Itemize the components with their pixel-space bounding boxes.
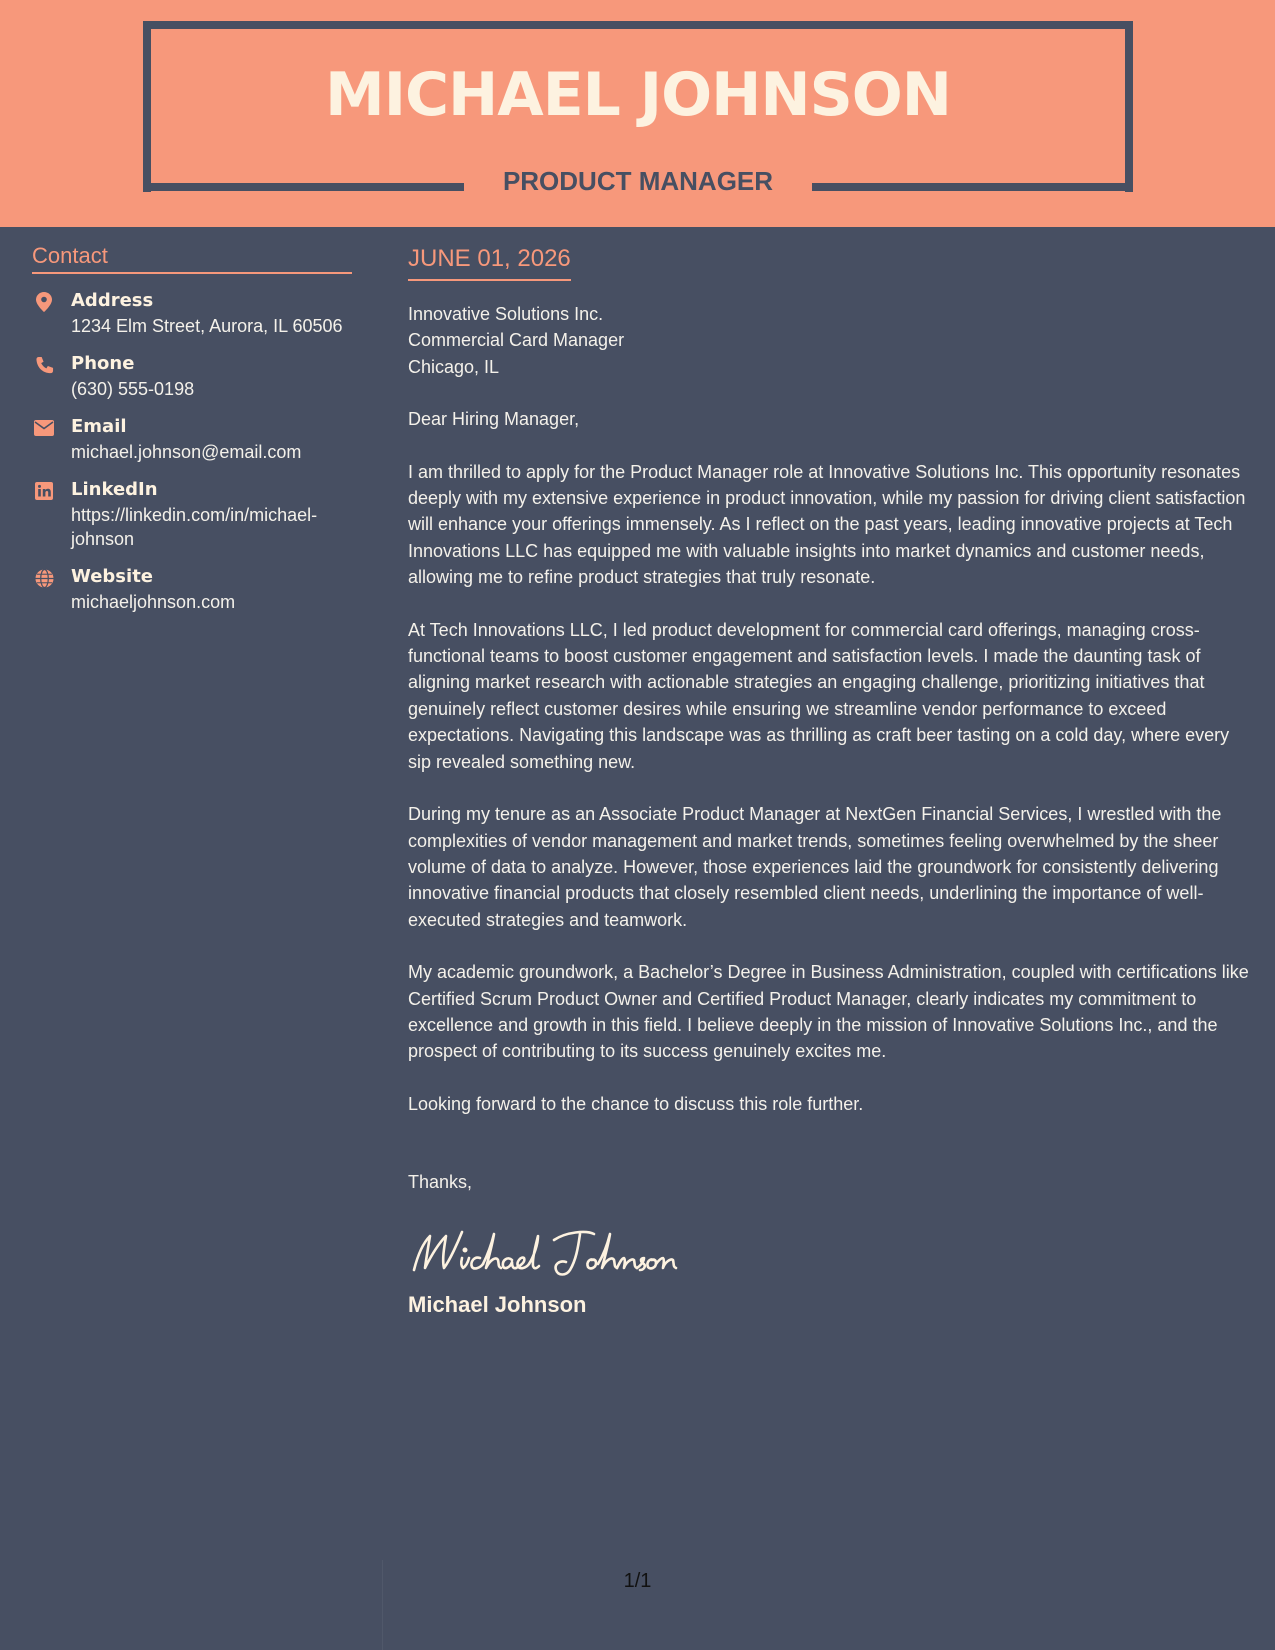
map-pin-icon	[34, 292, 54, 312]
recipient-title: Commercial Card Manager	[408, 330, 625, 351]
phone-icon	[34, 355, 54, 375]
contact-sidebar	[32, 243, 352, 627]
contact-item-linkedin	[32, 477, 352, 551]
page-number: 1/1	[623, 1570, 652, 1592]
handwritten-signature	[408, 1214, 708, 1286]
contact-value: (630) 555-0198	[71, 379, 195, 399]
letter-date: JUNE 01, 2026	[408, 245, 571, 281]
contact-item-website	[32, 564, 352, 614]
name-frame-bottom-right	[812, 183, 1133, 191]
body-paragraph: My academic groundwork, a Bachelor’s Degree in Business Administration, coupled with certifications like Certified Scrum Product Owner and Certified Product Manager, clearly indicates my commitment to excellence and growth in this field. I believe deeply in the mission of Innovative Solutions Inc., and the prospect of contributing to its success genuinely excites me.	[408, 962, 1249, 1062]
body-paragraph: At Tech Innovations LLC, I led product development for commercial card offerings, managing cross-functional teams to boost customer engagement and satisfaction levels. I made the daunting task of aligning market research with actionable strategies an engaging challenge, prioritizing initiatives that genuinely reflect customer desires while ensuring we streamline vendor performance to exceed expectations. Navigating this landscape was as thrilling as craft beer tasting on a cold day, where every sip revealed something new.	[408, 619, 1230, 772]
contact-label: LinkedIn	[71, 479, 158, 500]
contact-value: https://linkedin.com/in/michael-johnson	[71, 505, 318, 549]
contact-label: Phone	[71, 353, 135, 374]
signer-name: Michael Johnson	[408, 1291, 587, 1317]
salutation: Dear Hiring Manager,	[408, 409, 580, 430]
applicant-name: MICHAEL JOHNSON	[324, 60, 951, 130]
closing-spacer	[408, 1143, 1253, 1169]
contact-value: 1234 Elm Street, Aurora, IL 60506	[71, 316, 343, 336]
closing-line: Thanks,	[408, 1172, 473, 1193]
contact-heading: Contact	[32, 243, 352, 274]
body-paragraph: I am thrilled to apply for the Product Manager role at Innovative Solutions Inc. This opportunity resonates deeply with my extensive experience in product innovation, while my passion for driving client satisfaction will enhance your offerings immensely. As I reflect on the past years, leading innovative projects at Tech Innovations LLC has equipped me with valuable insights into market dynamics and customer needs, allowing me to refine product strategies that truly resonate.	[408, 461, 1246, 588]
recipient-location: Chicago, IL	[408, 356, 500, 377]
job-title: PRODUCT MANAGER	[502, 166, 774, 196]
contact-item-email	[32, 414, 352, 464]
envelope-icon	[34, 418, 54, 438]
contact-label: Website	[71, 566, 154, 587]
contact-item-address	[32, 288, 352, 338]
contact-item-phone	[32, 351, 352, 401]
name-frame-bottom-left	[143, 183, 464, 191]
contact-label: Email	[71, 416, 127, 437]
contact-value: michaeljohnson.com	[71, 592, 236, 612]
contact-value: michael.johnson@email.com	[71, 442, 302, 462]
recipient-block	[408, 301, 1253, 380]
body-paragraph: Looking forward to the chance to discuss this role further.	[408, 1093, 864, 1114]
header-banner	[0, 0, 1275, 227]
contact-label: Address	[71, 290, 154, 311]
letter-body	[408, 245, 1253, 1318]
recipient-company: Innovative Solutions Inc.	[408, 304, 604, 324]
globe-icon	[34, 568, 54, 588]
body-paragraph: During my tenure as an Associate Product Manager at NextGen Financial Services, I wrestled with the complexities of vendor management and market trends, sometimes feeling overwhelmed by the sheer volume of data to analyze. However, those experiences laid the groundwork for consistently delivering innovative financial products that closely resembled client needs, underlining the importance of well-executed strategies and teamwork.	[408, 804, 1222, 930]
linkedin-icon	[34, 481, 54, 501]
column-divider	[382, 1560, 383, 1650]
signature-image	[408, 1214, 1253, 1286]
